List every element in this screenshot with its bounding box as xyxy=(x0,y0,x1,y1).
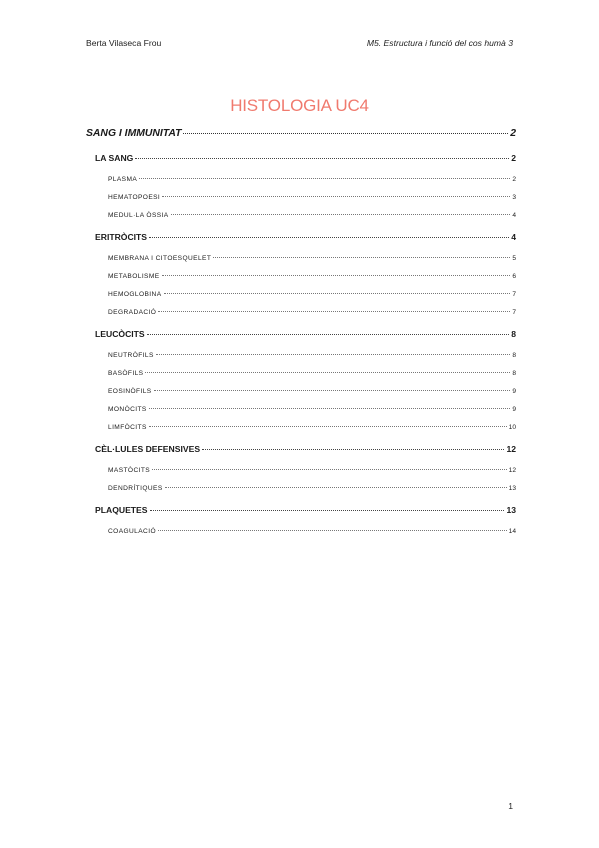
toc-item-label: PLASMA xyxy=(108,176,138,183)
dot-leader xyxy=(165,487,507,488)
toc-section[interactable] xyxy=(86,505,516,519)
toc-chapter-page: 2 xyxy=(510,128,516,139)
toc-item-page: 4 xyxy=(512,212,516,219)
dot-leader xyxy=(149,426,507,427)
toc-section-label: LA SANG xyxy=(95,153,134,163)
toc-item-page: 3 xyxy=(512,194,516,201)
toc-item-page: 8 xyxy=(512,370,516,377)
toc-item[interactable] xyxy=(86,367,516,385)
dot-leader xyxy=(162,196,510,197)
toc-section-page: 2 xyxy=(511,153,516,163)
dot-leader xyxy=(213,257,510,258)
toc-section[interactable] xyxy=(86,153,516,167)
table-of-contents xyxy=(86,128,516,543)
course-title: M5. Estructura i funció del cos humà 3 xyxy=(366,38,513,48)
toc-item-page: 8 xyxy=(512,352,516,359)
dot-leader xyxy=(183,133,508,134)
toc-item-page: 13 xyxy=(508,485,516,492)
dot-leader xyxy=(149,408,511,409)
toc-chapter[interactable] xyxy=(86,128,516,145)
toc-item[interactable] xyxy=(86,288,516,306)
toc-item-page: 2 xyxy=(512,176,516,183)
toc-item-label: BASÒFILS xyxy=(108,370,144,377)
toc-item-page: 10 xyxy=(508,424,516,431)
dot-leader xyxy=(164,293,511,294)
dot-leader xyxy=(171,214,511,215)
toc-item-label: MEMBRANA I CITOESQUELET xyxy=(108,255,212,262)
dot-leader xyxy=(149,237,509,238)
toc-item-label: HEMATOPOESI xyxy=(108,194,161,201)
toc-item-label: MASTÒCITS xyxy=(108,467,151,474)
toc-item[interactable] xyxy=(86,482,516,500)
dot-leader xyxy=(147,334,510,335)
page-header xyxy=(86,38,513,48)
toc-section-page: 8 xyxy=(511,329,516,339)
toc-item[interactable] xyxy=(86,270,516,288)
toc-item-page: 9 xyxy=(512,406,516,413)
dot-leader xyxy=(145,372,510,373)
toc-item-label: EOSINÒFILS xyxy=(108,388,152,395)
dot-leader xyxy=(202,449,504,450)
dot-leader xyxy=(152,469,507,470)
toc-chapter-label: SANG I IMMUNITAT xyxy=(86,128,182,139)
dot-leader xyxy=(158,311,510,312)
toc-item-label: HEMOGLOBINA xyxy=(108,291,162,298)
dot-leader xyxy=(150,510,505,511)
toc-item-page: 7 xyxy=(512,309,516,316)
toc-section[interactable] xyxy=(86,329,516,343)
toc-item-label: METABOLISME xyxy=(108,273,160,280)
toc-section[interactable] xyxy=(86,444,516,458)
toc-item[interactable] xyxy=(86,306,516,324)
toc-item-page: 9 xyxy=(512,388,516,395)
author-name: Berta Vilaseca Frou xyxy=(86,38,162,48)
toc-section-page: 12 xyxy=(506,444,516,454)
toc-item[interactable] xyxy=(86,421,516,439)
toc-section-page: 13 xyxy=(506,505,516,515)
toc-section-label: CÈL·LULES DEFENSIVES xyxy=(95,444,201,454)
toc-item-page: 12 xyxy=(508,467,516,474)
dot-leader xyxy=(156,354,511,355)
toc-item[interactable] xyxy=(86,191,516,209)
toc-item-page: 7 xyxy=(512,291,516,298)
toc-item[interactable] xyxy=(86,403,516,421)
toc-item-page: 14 xyxy=(508,528,516,535)
toc-item[interactable] xyxy=(86,525,516,543)
toc-section-page: 4 xyxy=(511,232,516,242)
toc-item-label: MEDUL·LA ÒSSIA xyxy=(108,212,169,219)
toc-section-label: LEUCÒCITS xyxy=(95,329,145,339)
toc-item[interactable] xyxy=(86,252,516,270)
toc-section-label: ERITRÒCITS xyxy=(95,232,148,242)
toc-item-label: COAGULACIÓ xyxy=(108,528,156,535)
toc-section[interactable] xyxy=(86,232,516,246)
toc-item-label: MONÒCITS xyxy=(108,406,147,413)
toc-item[interactable] xyxy=(86,464,516,482)
toc-item-label: DENDRÍTIQUES xyxy=(108,485,163,492)
toc-section-label: PLAQUETES xyxy=(95,505,148,515)
dot-leader xyxy=(139,178,510,179)
document-title: HISTOLOGIA UC4 xyxy=(230,96,369,115)
toc-item-page: 5 xyxy=(512,255,516,262)
page-number: 1 xyxy=(508,801,513,811)
dot-leader xyxy=(154,390,511,391)
toc-item-label: NEUTRÒFILS xyxy=(108,352,154,359)
toc-item-label: DEGRADACIÓ xyxy=(108,309,157,316)
toc-item[interactable] xyxy=(86,385,516,403)
toc-item[interactable] xyxy=(86,349,516,367)
toc-item-page: 6 xyxy=(512,273,516,280)
toc-item[interactable] xyxy=(86,209,516,227)
dot-leader xyxy=(158,530,507,531)
dot-leader xyxy=(135,158,509,159)
toc-item[interactable] xyxy=(86,173,516,191)
dot-leader xyxy=(162,275,511,276)
toc-item-label: LIMFÒCITS xyxy=(108,424,147,431)
